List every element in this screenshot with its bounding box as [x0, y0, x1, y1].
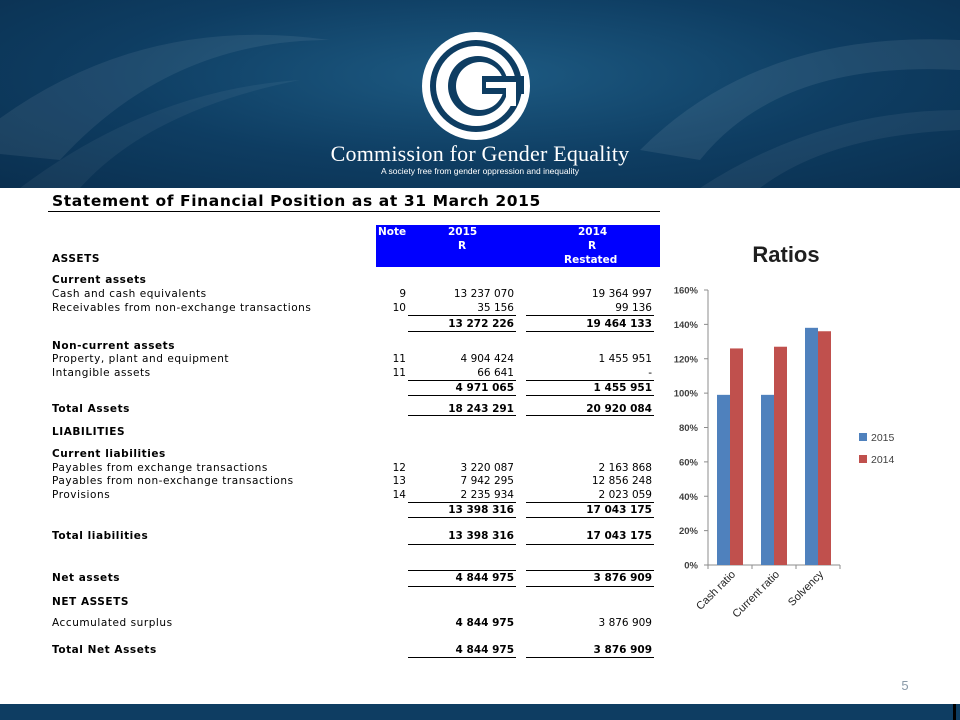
- subtotal-rule: [526, 331, 654, 332]
- row-label: Provisions: [52, 489, 111, 501]
- y-tick-label: 20%: [678, 526, 698, 538]
- row-value-2014: 1 455 951: [598, 353, 652, 365]
- row-value-2015: 13 398 316: [448, 504, 514, 516]
- row-value-2015: 13 398 316: [448, 530, 514, 542]
- row-value-2015: 35 156: [477, 302, 514, 314]
- y-tick-label: 40%: [678, 491, 698, 503]
- x-category-label: Current ratio: [730, 568, 783, 621]
- organisation-tagline: A society free from gender oppression and inequality: [381, 166, 579, 176]
- statement-title: Statement of Financial Position as at 31 March 2015: [52, 192, 541, 210]
- organisation-name: Commission for Gender Equality: [330, 141, 630, 166]
- bar-2014: [818, 331, 831, 565]
- total-rule: [408, 657, 516, 658]
- bar-2015: [761, 395, 774, 565]
- row-value-2015: 66 641: [477, 367, 514, 379]
- row-label: Net assets: [52, 572, 121, 584]
- legend-label: 2015: [871, 432, 895, 444]
- row-value-2015: 4 844 975: [455, 644, 514, 656]
- row-note: 12: [392, 462, 406, 474]
- row-note: 11: [392, 367, 406, 379]
- row-label: Total liabilities: [52, 530, 149, 542]
- total-rule: [526, 544, 654, 545]
- header-banner: [0, 0, 960, 188]
- row-value-2014: 19 464 133: [586, 318, 652, 330]
- x-category-label: Cash ratio: [694, 568, 739, 613]
- title-underline: [48, 211, 660, 212]
- row-value-2014: 20 920 084: [586, 403, 652, 415]
- table-row: [48, 301, 660, 315]
- row-value-2015: 7 942 295: [460, 475, 514, 487]
- total-rule: [526, 657, 654, 658]
- y-tick-label: 100%: [673, 388, 698, 400]
- table-row: [48, 616, 660, 630]
- y-tick-label: 0%: [684, 560, 698, 572]
- table-row: [48, 474, 660, 488]
- row-label: Total Assets: [52, 403, 130, 415]
- year-2015-header: 2015: [448, 226, 478, 238]
- table-row: [48, 503, 660, 517]
- subtotal-rule: [526, 395, 654, 396]
- total-rule: [408, 415, 516, 416]
- row-label: Total Net Assets: [52, 644, 157, 656]
- table-row: [48, 425, 660, 439]
- table-row: [48, 643, 660, 657]
- table-row: [48, 317, 660, 331]
- row-value-2014: 3 876 909: [593, 572, 652, 584]
- footer-bar: [0, 704, 960, 720]
- table-row: [48, 252, 660, 266]
- table-row: [48, 352, 660, 366]
- legend-label: 2014: [871, 454, 895, 466]
- legend-swatch-2015: [859, 433, 867, 441]
- row-label: Non-current assets: [52, 340, 176, 352]
- year-2014-restated: Restated: [564, 254, 618, 266]
- row-value-2014: 2 163 868: [598, 462, 652, 474]
- note-column-header: Note: [378, 226, 407, 238]
- table-row: [48, 571, 660, 585]
- table-row: [48, 402, 660, 416]
- bar-2014: [774, 347, 787, 565]
- subtotal-rule: [408, 517, 516, 518]
- row-note: 10: [392, 302, 406, 314]
- table-row: [48, 366, 660, 380]
- total-rule: [408, 586, 516, 587]
- row-note: 9: [399, 288, 406, 300]
- row-value-2015: 13 272 226: [448, 318, 514, 330]
- row-label: LIABILITIES: [52, 426, 126, 438]
- year-2014-header: 2014: [578, 226, 608, 238]
- row-value-2015: 18 243 291: [448, 403, 514, 415]
- subtotal-rule: [408, 315, 516, 316]
- row-label: Payables from exchange transactions: [52, 462, 268, 474]
- row-value-2015: 2 235 934: [460, 489, 514, 501]
- row-label: Property, plant and equipment: [52, 353, 230, 365]
- row-value-2015: 3 220 087: [460, 462, 514, 474]
- subtotal-rule: [526, 315, 654, 316]
- bar-2014: [730, 348, 743, 565]
- table-row: [48, 339, 660, 353]
- year-2014-unit: R: [588, 240, 597, 252]
- table-row: [48, 529, 660, 543]
- row-value-2015: 13 237 070: [453, 288, 514, 300]
- legend-swatch-2014: [859, 455, 867, 463]
- footer-marker: [953, 704, 956, 720]
- row-value-2014: 12 856 248: [591, 475, 652, 487]
- table-row: [48, 461, 660, 475]
- row-note: 13: [392, 475, 406, 487]
- row-label: Payables from non-exchange transactions: [52, 475, 294, 487]
- row-value-2014: 3 876 909: [593, 644, 652, 656]
- y-tick-label: 120%: [673, 354, 698, 366]
- row-value-2014: 2 023 059: [598, 489, 652, 501]
- y-tick-label: 140%: [673, 319, 698, 331]
- y-tick-label: 60%: [678, 457, 698, 469]
- y-tick-label: 160%: [673, 285, 698, 297]
- row-label: ASSETS: [52, 253, 100, 265]
- total-rule: [526, 415, 654, 416]
- total-rule: [526, 586, 654, 587]
- subtotal-rule: [408, 331, 516, 332]
- table-row: [48, 488, 660, 502]
- row-value-2015: 4 971 065: [455, 382, 514, 394]
- row-value-2014: 1 455 951: [593, 382, 652, 394]
- x-category-label: Solvency: [786, 568, 827, 609]
- subtotal-rule: [526, 517, 654, 518]
- row-value-2014: -: [648, 367, 652, 379]
- row-value-2015: 4 844 975: [455, 617, 514, 629]
- bar-2015: [717, 395, 730, 565]
- page-number: 5: [901, 678, 909, 693]
- row-label: Current liabilities: [52, 448, 166, 460]
- row-value-2015: 4 904 424: [460, 353, 514, 365]
- table-row: [48, 273, 660, 287]
- chart-title: Ratios: [752, 242, 820, 267]
- row-label: Intangible assets: [52, 367, 151, 379]
- table-row: [48, 595, 660, 609]
- y-tick-label: 80%: [678, 423, 698, 434]
- ratios-bar-chart: [660, 275, 910, 655]
- total-rule: [408, 544, 516, 545]
- row-label: Current assets: [52, 274, 147, 286]
- row-label: Accumulated surplus: [52, 617, 173, 629]
- financial-position-statement: [48, 190, 660, 660]
- row-value-2014: 17 043 175: [586, 530, 652, 542]
- row-value-2015: 4 844 975: [455, 572, 514, 584]
- row-value-2014: 99 136: [615, 302, 652, 314]
- row-note: 14: [392, 489, 406, 501]
- row-label: Receivables from non-exchange transactions: [52, 302, 312, 314]
- row-value-2014: 19 364 997: [591, 288, 652, 300]
- row-label: NET ASSETS: [52, 596, 129, 608]
- row-value-2014: 17 043 175: [586, 504, 652, 516]
- row-value-2014: 3 876 909: [598, 617, 652, 629]
- table-row: [48, 381, 660, 395]
- year-2015-unit: R: [458, 240, 467, 252]
- row-note: 11: [392, 353, 406, 365]
- commission-logo-icon: [420, 30, 532, 142]
- bar-2015: [805, 328, 818, 565]
- row-label: Cash and cash equivalents: [52, 288, 207, 300]
- subtotal-rule: [408, 395, 516, 396]
- table-row: [48, 287, 660, 301]
- table-row: [48, 447, 660, 461]
